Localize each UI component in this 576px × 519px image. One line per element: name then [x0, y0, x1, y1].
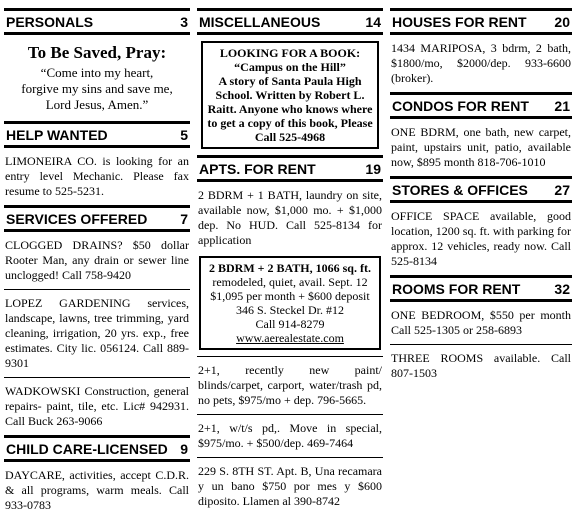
prayer-line: Lord Jesus, Amen.”	[45, 97, 149, 112]
section-header-personals	[4, 8, 190, 35]
classified-ad: THREE ROOMS available. Call 807-1503	[390, 344, 572, 387]
prayer-body	[4, 63, 190, 121]
section-title: MISCELLANEOUS	[199, 13, 321, 30]
section-number: 14	[365, 13, 381, 30]
classified-ad: 2+1, w/t/s pd,. Move in special, $975/mo. + $500/dep. 469-7464	[197, 414, 383, 457]
section-header-condos	[390, 92, 572, 119]
ad-line: Call 914-8279	[255, 317, 325, 331]
classified-ad: 2+1, recently new paint/ blinds/carpet, carport, water/trash pd, no pets, $975/mo + dep. 796-5665.	[197, 356, 383, 414]
section-header-apts	[197, 155, 383, 182]
section-header-help-wanted	[4, 121, 190, 148]
ad-line: “Campus on the Hill”	[234, 60, 346, 74]
section-header-houses	[390, 8, 572, 35]
section-title: STORES & OFFICES	[392, 181, 528, 198]
prayer-line: “Come into my heart,	[40, 65, 154, 80]
prayer-title: To Be Saved, Pray:	[27, 43, 167, 62]
section-header-stores	[390, 176, 572, 203]
classified-ad: DAYCARE, activities, accept C.D.R. & all programs, warm meals. Call 933-0783	[5, 468, 189, 512]
section-title: HOUSES FOR RENT	[392, 13, 527, 30]
section-title: PERSONALS	[6, 13, 94, 30]
section-number: 21	[554, 97, 570, 114]
classified-ad: ONE BDRM, one bath, new carpet, paint, upstairs unit, patio, available now, $895 month 818-706-1010	[391, 125, 571, 169]
section-title: CHILD CARE-LICENSED	[6, 440, 168, 457]
classified-ad: CLOGGED DRAINS? $50 dollar Rooter Man, any drain or sewer line unclogged! Call 758-9420	[5, 238, 189, 282]
section-header-child-care	[4, 435, 190, 462]
classified-ad: OFFICE SPACE available, good location, 1200 sq. ft. with parking for approx. 12 vehicles, ready now. Call 525-8134	[391, 209, 571, 268]
website-link[interactable]: www.aerealestate.com	[236, 331, 344, 345]
ad-line: A story of Santa Paula High School. Written by Robert L. Raitt. Anyone who knows where to get a copy of this book, Please Call 525-4968	[207, 74, 373, 144]
ad-line: remodeled, quiet, avail. Sept. 12	[212, 275, 368, 289]
section-number: 5	[180, 126, 188, 143]
ad-line: 346 S. Steckel Dr. #12	[236, 303, 344, 317]
classified-ad: 2 BDRM + 1 BATH, laundry on site, available now, $1,000 mo. + $1,000 dep. No HUD. Call 525-8134 for application	[198, 188, 382, 247]
ad-line: LOOKING FOR A BOOK:	[219, 46, 361, 60]
section-header-rooms	[390, 275, 572, 302]
prayer-line: forgive my sins and save me,	[21, 81, 173, 96]
section-number: 19	[365, 160, 381, 177]
section-header-miscellaneous	[197, 8, 383, 35]
boxed-apartment-ad	[199, 256, 381, 350]
section-title: SERVICES OFFERED	[6, 210, 148, 227]
section-number: 9	[180, 440, 188, 457]
ad-headline: 2 BDRM + 2 BATH, 1066 sq. ft.	[209, 261, 371, 275]
section-number: 20	[554, 13, 570, 30]
section-number: 27	[554, 181, 570, 198]
column-3	[390, 8, 572, 387]
classified-ad: LOPEZ GARDENING services, landscape, lawns, tree trimming, yard cleaning, irrigation, 20 yrs. exp., free estimates. City lic. 056124. Call 889-9301	[4, 289, 190, 377]
ad-line: $1,095 per month + $600 deposit	[210, 289, 370, 303]
section-number: 32	[554, 280, 570, 297]
section-title: APTS. FOR RENT	[199, 160, 316, 177]
classified-ad: LIMONEIRA CO. is looking for an entry level Mechanic. Please fax resume to 525-5231.	[5, 154, 189, 198]
column-1	[4, 8, 190, 519]
book-search-ad	[201, 41, 379, 149]
classified-ad: WADKOWSKI Construction, general repairs- paint, tile, etc. Lic# 942931. Call Buck 263-9066	[4, 377, 190, 435]
section-title: HELP WANTED	[6, 126, 108, 143]
classified-ad: ONE BEDROOM, $550 per month Call 525-1305 or 258-6893	[391, 308, 571, 337]
section-title: ROOMS FOR RENT	[392, 280, 521, 297]
section-number: 3	[180, 13, 188, 30]
section-header-services	[4, 205, 190, 232]
column-2	[197, 8, 383, 515]
classified-ad: 1434 MARIPOSA, 3 bdrm, 2 bath, $1800/mo, $2000/dep. 933-6600 (broker).	[391, 41, 571, 85]
classified-ad: 229 S. 8TH ST. Apt. B, Una recamara y un bano $750 por mes y $600 diposito. Llamen al 390-8742	[197, 457, 383, 515]
section-title: CONDOS FOR RENT	[392, 97, 529, 114]
section-number: 7	[180, 210, 188, 227]
prayer-ad	[4, 35, 190, 121]
